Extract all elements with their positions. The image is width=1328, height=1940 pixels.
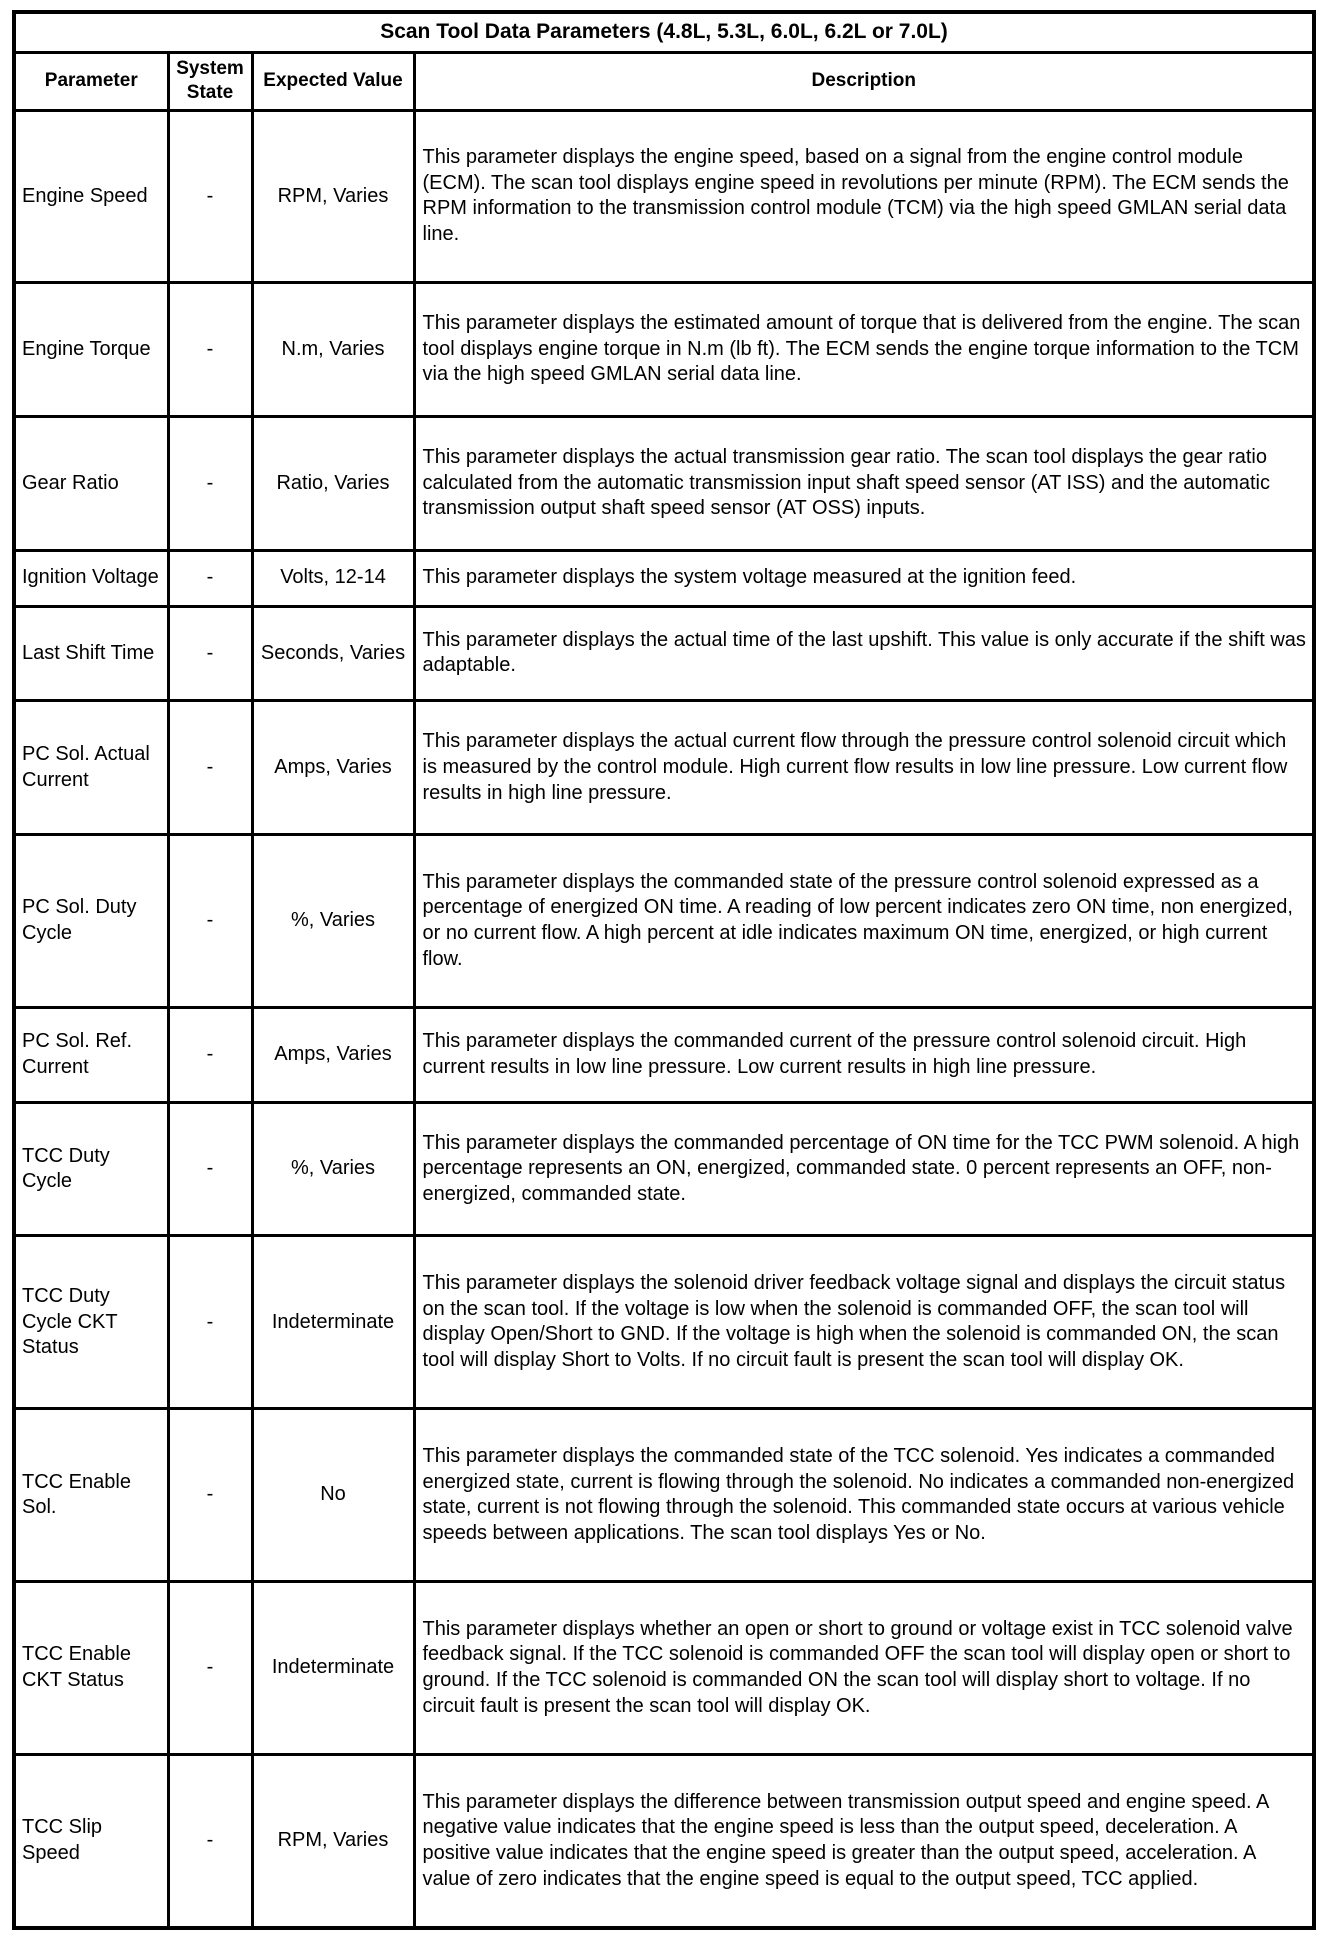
parameter-cell: TCC Duty Cycle CKT Status bbox=[14, 1236, 168, 1409]
column-header-expected-value: Expected Value bbox=[252, 52, 414, 110]
parameter-cell: Engine Speed bbox=[14, 110, 168, 283]
system-state-cell: - bbox=[168, 283, 252, 417]
expected-value-cell: No bbox=[252, 1409, 414, 1582]
expected-value-cell: Seconds, Varies bbox=[252, 606, 414, 701]
description-cell: This parameter displays the commanded state of the pressure control solenoid expressed as a percentage of energized ON time. A reading of low percent indicates zero ON time, non energized, or no current flow. A high percent at idle indicates maximum ON time, energized, or high current flow. bbox=[414, 835, 1314, 1008]
table-row bbox=[14, 1754, 1314, 1928]
table-title: Scan Tool Data Parameters (4.8L, 5.3L, 6.0L, 6.2L or 7.0L) bbox=[14, 12, 1314, 52]
table-row bbox=[14, 1007, 1314, 1102]
description-cell: This parameter displays the commanded state of the TCC solenoid. Yes indicates a commanded energized state, current is flowing through the solenoid. No indicates a commanded non-energized state, current is not flowing through the solenoid. This commanded state occurs at various vehicle speeds between applications. The scan tool displays Yes or No. bbox=[414, 1409, 1314, 1582]
table-title-row bbox=[14, 12, 1314, 52]
expected-value-cell: RPM, Varies bbox=[252, 110, 414, 283]
description-cell: This parameter displays the engine speed, based on a signal from the engine control module (ECM). The scan tool displays engine speed in revolutions per minute (RPM). The ECM sends the RPM information to the transmission control module (TCM) via the high speed GMLAN serial data line. bbox=[414, 110, 1314, 283]
system-state-cell: - bbox=[168, 1754, 252, 1928]
column-header-parameter: Parameter bbox=[14, 52, 168, 110]
table-body bbox=[14, 110, 1314, 1928]
table-row bbox=[14, 283, 1314, 417]
system-state-cell: - bbox=[168, 701, 252, 835]
parameter-cell: Ignition Voltage bbox=[14, 550, 168, 606]
table-header-row bbox=[14, 52, 1314, 110]
expected-value-cell: Amps, Varies bbox=[252, 701, 414, 835]
system-state-cell: - bbox=[168, 1409, 252, 1582]
system-state-cell: - bbox=[168, 606, 252, 701]
description-cell: This parameter displays the solenoid driver feedback voltage signal and displays the circuit status on the scan tool. If the voltage is low when the solenoid is commanded OFF, the scan tool will display Open/Short to GND. If the voltage is high when the solenoid is commanded ON, the scan tool will display Short to Volts. If no circuit fault is present the scan tool will display OK. bbox=[414, 1236, 1314, 1409]
parameter-cell: TCC Enable CKT Status bbox=[14, 1582, 168, 1755]
parameter-cell: Last Shift Time bbox=[14, 606, 168, 701]
system-state-cell: - bbox=[168, 1236, 252, 1409]
table-row bbox=[14, 835, 1314, 1008]
parameter-cell: Engine Torque bbox=[14, 283, 168, 417]
expected-value-cell: %, Varies bbox=[252, 1102, 414, 1236]
table-row bbox=[14, 701, 1314, 835]
table-row bbox=[14, 417, 1314, 551]
description-cell: This parameter displays the system voltage measured at the ignition feed. bbox=[414, 550, 1314, 606]
description-cell: This parameter displays the commanded current of the pressure control solenoid circuit. High current results in low line pressure. Low current results in high line pressure. bbox=[414, 1007, 1314, 1102]
table-row bbox=[14, 1409, 1314, 1582]
expected-value-cell: Indeterminate bbox=[252, 1582, 414, 1755]
parameter-cell: TCC Slip Speed bbox=[14, 1754, 168, 1928]
expected-value-cell: %, Varies bbox=[252, 835, 414, 1008]
expected-value-cell: N.m, Varies bbox=[252, 283, 414, 417]
description-cell: This parameter displays the actual current flow through the pressure control solenoid circuit which is measured by the control module. High current flow results in low line pressure. Low current flow results in high line pressure. bbox=[414, 701, 1314, 835]
system-state-cell: - bbox=[168, 110, 252, 283]
parameter-cell: PC Sol. Actual Current bbox=[14, 701, 168, 835]
description-cell: This parameter displays the actual transmission gear ratio. The scan tool displays the gear ratio calculated from the automatic transmission input shaft speed sensor (AT ISS) and the automatic transmission output shaft speed sensor (AT OSS) inputs. bbox=[414, 417, 1314, 551]
parameter-cell: PC Sol. Duty Cycle bbox=[14, 835, 168, 1008]
table-row bbox=[14, 1236, 1314, 1409]
system-state-cell: - bbox=[168, 1582, 252, 1755]
parameter-cell: PC Sol. Ref. Current bbox=[14, 1007, 168, 1102]
description-cell: This parameter displays the estimated amount of torque that is delivered from the engine. The scan tool displays engine torque in N.m (lb ft). The ECM sends the engine torque information to the TCM via the high speed GMLAN serial data line. bbox=[414, 283, 1314, 417]
table-row bbox=[14, 110, 1314, 283]
system-state-cell: - bbox=[168, 550, 252, 606]
description-cell: This parameter displays the difference between transmission output speed and engine speed. A negative value indicates that the engine speed is less than the output speed, deceleration. A positive value indicates that the engine speed is greater than the output speed, acceleration. A value of zero indicates that the engine speed is equal to the output speed, TCC applied. bbox=[414, 1754, 1314, 1928]
system-state-cell: - bbox=[168, 1007, 252, 1102]
system-state-cell: - bbox=[168, 1102, 252, 1236]
expected-value-cell: RPM, Varies bbox=[252, 1754, 414, 1928]
parameter-cell: TCC Duty Cycle bbox=[14, 1102, 168, 1236]
description-cell: This parameter displays whether an open or short to ground or voltage exist in TCC solenoid valve feedback signal. If the TCC solenoid is commanded OFF the scan tool will display open or short to ground. If the TCC solenoid is commanded ON the scan tool will display short to voltage. If no circuit fault is present the scan tool will display OK. bbox=[414, 1582, 1314, 1755]
expected-value-cell: Amps, Varies bbox=[252, 1007, 414, 1102]
system-state-cell: - bbox=[168, 835, 252, 1008]
table-row bbox=[14, 606, 1314, 701]
expected-value-cell: Volts, 12-14 bbox=[252, 550, 414, 606]
table-row bbox=[14, 1582, 1314, 1755]
scan-tool-data-table bbox=[12, 10, 1316, 1930]
parameter-cell: Gear Ratio bbox=[14, 417, 168, 551]
expected-value-cell: Indeterminate bbox=[252, 1236, 414, 1409]
column-header-description: Description bbox=[414, 52, 1314, 110]
table-row bbox=[14, 550, 1314, 606]
description-cell: This parameter displays the actual time of the last upshift. This value is only accurate if the shift was adaptable. bbox=[414, 606, 1314, 701]
column-header-system-state: System State bbox=[168, 52, 252, 110]
description-cell: This parameter displays the commanded percentage of ON time for the TCC PWM solenoid. A high percentage represents an ON, energized, commanded state. 0 percent represents an OFF, non-energized, commanded state. bbox=[414, 1102, 1314, 1236]
parameter-cell: TCC Enable Sol. bbox=[14, 1409, 168, 1582]
expected-value-cell: Ratio, Varies bbox=[252, 417, 414, 551]
table-row bbox=[14, 1102, 1314, 1236]
system-state-cell: - bbox=[168, 417, 252, 551]
